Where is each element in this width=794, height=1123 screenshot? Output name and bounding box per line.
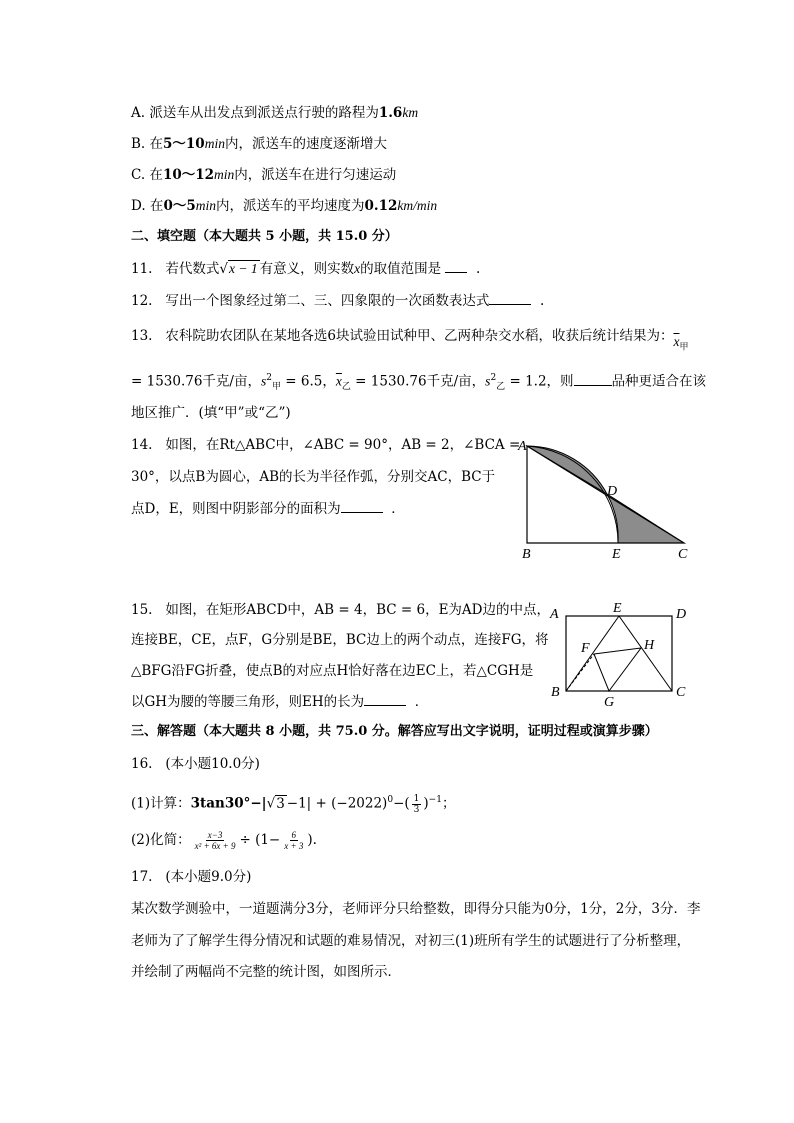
q10-option-d [131,196,437,216]
question-14-line-3 [131,498,405,519]
q13-sub-yi: 乙 [341,382,351,393]
q15-label-f: F [581,641,590,656]
q14-line-1-text: 如图，在Rt△ABC中，∠ABC = 90°，AB = 2，∠BCA = [165,437,521,453]
question-11: 11. 若代数式√x − 1 有意义，则实数x的取值范围是 . [131,258,480,279]
q16-number: 16. [131,756,153,772]
q13-sup-yi: 2 [490,373,497,383]
q16-score: (本小题10.0分) [165,756,260,772]
question-13-line-3: 地区推广．(填“甲”或“乙”) [131,405,291,421]
q10-option-b [131,134,387,154]
section-3-heading: 三、解答题（本大题共 8 小题，共 75.0 分。解答应写出文字说明，证明过程或演算步骤） [131,724,658,739]
q16-part-1-b: −1| + (−2022) [286,795,388,812]
q13-line-1-text: 农科院助农团队在某地各选6块试验田试种甲、乙两种杂交水稻，收获后统计结果为： [165,328,674,344]
q10-option-d-suffix: 内，派送车的平均速度为 [215,198,365,214]
question-17-line-3: 并绘制了两幅尚不完整的统计图，如图所示． [131,964,401,980]
q12-number: 12. [131,293,153,309]
q10-option-c-prefix: C. 在 [131,167,163,183]
question-16-part-1: (1)计算：$3\tan 30^\circ-|√3 -1| + (-2022)^0-$( $\frac{1}{3}$ )$^{-1}$； [131,793,456,815]
q16-part-2-fraction-2 [282,830,305,851]
q14-label-b: B [522,547,531,562]
q10-option-b-suffix: 内，派送车的速度逐渐增大 [224,136,387,152]
q15-line-1-text: 如图，在矩形ABCD中，AB = 4，BC = 6，E为AD边的中点， [165,602,550,618]
q13-tail: 品种更适合在该 [611,373,707,390]
q13-s-jia: s [260,373,267,389]
q10-option-b-prefix: B. 在 [131,136,164,152]
question-15-line-4 [131,691,428,712]
q14-number: 14. [131,437,153,453]
question-15-line-2: 连接BE，CE，点F，G分别是BE，BC边上的两个动点，连接FG，将 [131,632,549,648]
question-13-line-2 [131,368,706,397]
q11-text-2: 有意义，则实数 [259,261,355,277]
q10-option-a-text: A. 派送车从出发点到派送点行驶的路程为 [131,105,379,121]
q15-label-a: A [550,607,559,622]
q15-dashed-bf [566,654,594,691]
q14-figure [510,432,700,564]
q16-part-2-label: (2)化简： [131,832,191,848]
q13-answer-blank[interactable] [574,371,612,386]
q10-option-b-unit: min [204,136,225,151]
q11-radicand: x − 1 [228,261,258,276]
question-15-line-3: △BFG沿FG折叠，使点B的对应点H恰好落在边EC上，若△CGH是 [131,663,534,679]
q13-sub-jia: 甲 [679,342,689,353]
q15-label-d: D [676,607,687,622]
q16-part-2-fraction [193,830,238,851]
q15-segment-ec [619,616,672,691]
q15-end: ． [414,694,429,710]
q11-number: 11. [131,261,153,277]
question-17-header [131,867,251,887]
q11-text-3: 的取值范围是 [360,261,442,277]
q10-option-d-prefix: D. 在 [131,198,164,214]
q15-label-h: H [644,638,655,653]
q14-end: ． [391,501,405,517]
q13-xbar-yi: $\overline{x}$ [335,373,342,389]
q10-option-a-unit: km [402,105,419,120]
q13-sup-jia: 2 [266,373,272,383]
q16-part-1-c: −( [393,795,410,812]
q12-answer-blank[interactable] [489,290,531,305]
q10-option-d-value: 0.12 [364,198,398,214]
q12-text: 写出一个图象经过第二、三、四象限的一次函数表达式 [165,293,490,309]
q13-s-jia-sub: 甲 [271,382,281,393]
q10-option-a-value: 1.6 [378,105,403,121]
q14-line-3-text: 点D，E，则图中阴影部分的面积为 [131,501,341,517]
q16-part-1-den: 3 [413,804,420,815]
q15-label-g: G [604,695,615,710]
q13-eq-1: = 1530.76千克/亩， [131,373,261,390]
q10-option-c-unit: min [214,167,235,182]
question-16-header [131,754,260,774]
q11-text-1: 若代数式 [165,261,220,277]
q10-option-b-range: 5～10 [163,136,205,152]
q15-line-4-text: 以GH为腰的等腰三角形，则EH的长为 [131,694,365,710]
q15-label-c: C [676,685,686,700]
q16-part-1-sup: −1 [428,795,442,805]
q14-answer-blank[interactable] [341,498,383,513]
q15-number: 15. [131,602,153,618]
q15-segment-be [566,616,619,691]
q13-s-yi: s [485,373,491,389]
q15-label-b: B [551,685,560,700]
q17-number: 17. [131,869,153,885]
q11-end: . [475,261,481,277]
q16-part-1-sup0: 0 [387,795,394,805]
q13-s-yi-value: = 1.2，则 [505,373,574,390]
q12-end: . [539,293,545,309]
q14-arc [527,446,618,543]
q17-score: (本小题9.0分) [165,869,252,885]
q16-part-1-root: 3 [276,795,285,812]
q16-part-1-end: ； [441,795,456,812]
q16-part-1-d: ) [423,795,429,812]
q10-option-a [131,103,418,123]
q10-option-c-suffix: 内，派送车在进行匀速运动 [234,167,397,183]
q15-answer-blank[interactable] [364,691,406,706]
q10-option-c-range: 10～12 [162,167,215,183]
q11-variable: x [354,261,361,276]
q16-part-2-num: x−3 [207,830,223,840]
question-14-line-2: 30°，以点B为圆心，AB的长为半径作弧，分别交AC，BC于 [131,469,496,485]
q15-label-e: E [613,601,622,616]
q13-eq-2: = 1530.76千克/亩， [350,373,486,390]
q14-label-d: D [607,484,618,499]
q13-s-yi-sub: 乙 [496,382,506,393]
q10-option-d-value-unit: km/min [397,198,438,213]
q13-xbar-jia: $\overline{x}$ [673,334,680,349]
question-16-part-2 [131,830,317,851]
q14-label-c: C [678,547,688,562]
q16-part-1-label: (1)计算： [131,795,191,812]
q15-figure [544,598,696,710]
q16-part-2-num-2: 6 [291,830,297,840]
q14-label-e: E [612,547,621,562]
q11-answer-blank[interactable] [445,258,467,273]
question-17-line-1: 某次数学测验中，一道题满分3分，老师评分只给整数，即得分只能为0分，1分，2分，3分．李 [131,901,701,917]
q14-label-a: A [518,439,527,454]
question-14-line-1 [131,435,520,455]
q16-part-2-den: x² + 6x + 9 [194,841,236,851]
question-17-line-2: 老师为了了解学生得分情况和试题的难易情况，对初三(1)班所有学生的试题进行了分析整理， [131,933,691,949]
q16-part-2-div: ÷ (1− [239,832,281,848]
q13-number: 13. [131,328,153,344]
question-12 [131,290,544,311]
q10-option-d-unit: min [195,198,216,213]
q10-option-c [131,165,396,185]
q16-part-2-den-2: x + 3 [284,841,304,851]
question-15-line-1 [131,600,550,620]
q15-folded-triangle-fhg [594,648,641,691]
q16-part-2-end: ). [307,832,317,848]
section-2-heading: 二、填空题（本大题共 5 小题，共 15.0 分） [131,229,398,244]
q10-option-d-range: 0～5 [163,198,196,214]
q13-s-jia-value: = 6.5， [281,373,336,390]
q16-part-1-a: 3tan30°−| [190,795,267,812]
question-13-line-1 [131,326,688,352]
q16-part-1-num: 1 [413,793,420,804]
q16-part-1-fraction [412,794,422,815]
